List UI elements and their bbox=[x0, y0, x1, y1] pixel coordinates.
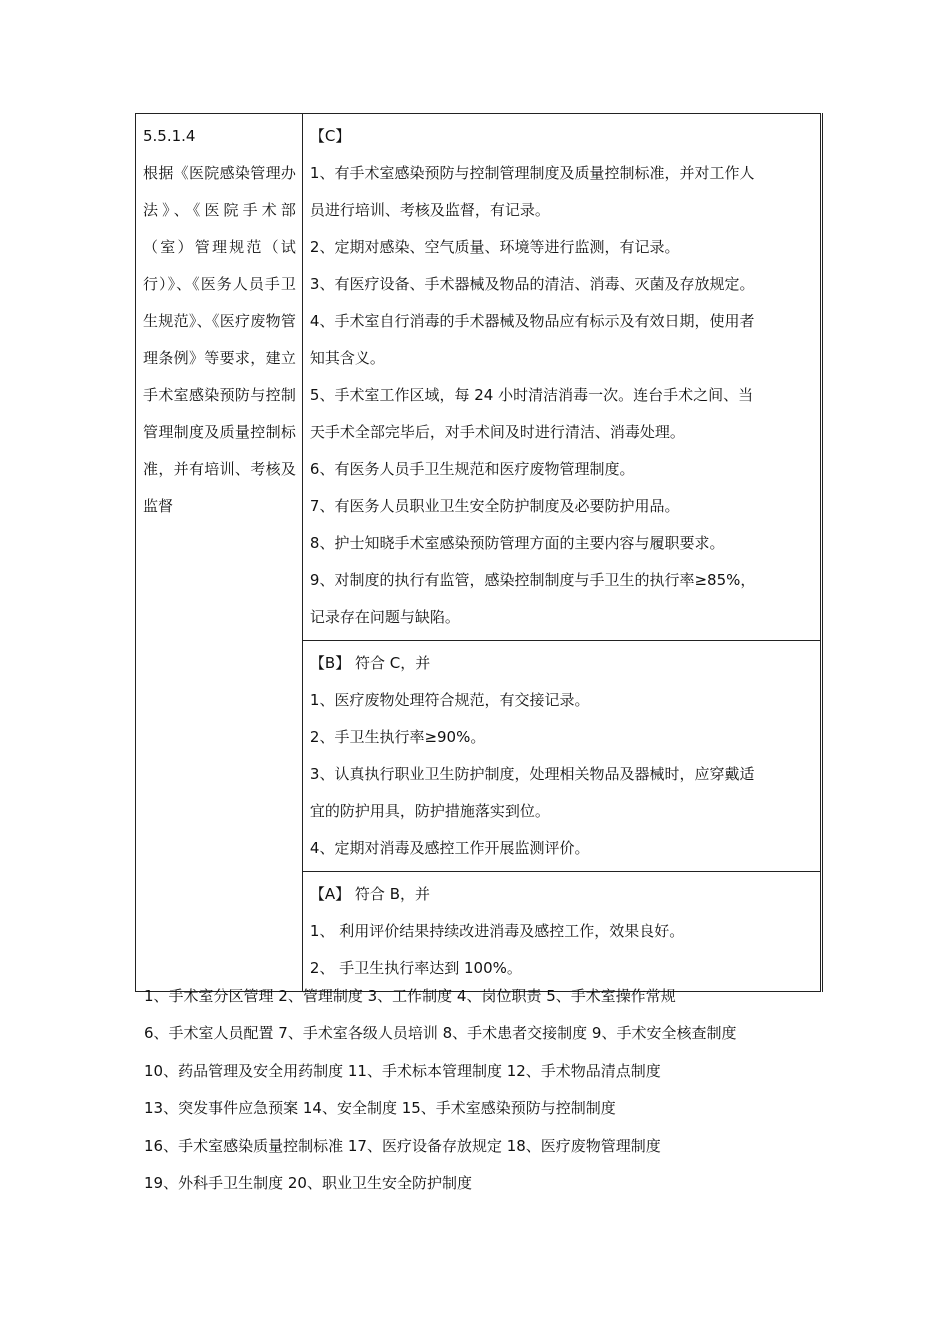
institution-list-line: 16、手术室感染质量控制标准 17、医疗设备存放规定 18、医疗废物管理制度 bbox=[144, 1136, 661, 1155]
grade-c-line: 3、有医疗设备、手术器械及物品的清洁、消毒、灭菌及存放规定。 bbox=[309, 275, 755, 293]
grade-c-line: 8、护士知晓手术室感染预防管理方面的主要内容与履职要求。 bbox=[309, 534, 725, 552]
grade-c-line: 2、定期对感染、空气质量、环境等进行监测，有记录。 bbox=[309, 238, 680, 256]
grade-c-line: 记录存在问题与缺陷。 bbox=[309, 608, 460, 626]
grade-c-line: 7、有医务人员职业卫生安全防护制度及必要防护用品。 bbox=[309, 497, 680, 515]
grade-c-row bbox=[136, 114, 822, 641]
grade-c-line: 知其含义。 bbox=[309, 349, 385, 367]
grade-c-line: 1、有手术室感染预防与控制管理制度及质量控制标准，并对工作人 bbox=[309, 164, 755, 182]
institution-list bbox=[144, 978, 824, 1202]
institution-list-line: 1、手术室分区管理 2、管理制度 3、工作制度 4、岗位职责 5、手术室操作常规 bbox=[144, 987, 676, 1005]
grade-a-line: 2、 手卫生执行率达到 100%。 bbox=[309, 959, 522, 977]
institution-list-line: 6、手术室人员配置 7、手术室各级人员培训 8、手术患者交接制度 9、手术安全核查制度 bbox=[144, 1024, 737, 1043]
grade-b-line: 4、定期对消毒及感控工作开展监测评价。 bbox=[309, 839, 590, 857]
standard-code: 5.5.1.4 bbox=[143, 127, 196, 145]
grade-c-line: 员进行培训、考核及监督，有记录。 bbox=[309, 201, 550, 219]
grade-c-heading: 【C】 bbox=[309, 127, 351, 145]
grade-b-cell bbox=[302, 641, 821, 872]
left-cell bbox=[136, 114, 303, 992]
grade-a-cell bbox=[302, 872, 821, 992]
grade-b-heading: 【B】 符合 C，并 bbox=[309, 654, 431, 672]
institution-list-line: 10、药品管理及安全用药制度 11、手术标本管理制度 12、手术物品清点制度 bbox=[144, 1061, 661, 1080]
grade-c-line: 6、有医务人员手卫生规范和医疗废物管理制度。 bbox=[309, 460, 635, 478]
grade-b-line: 3、认真执行职业卫生防护制度，处理相关物品及器械时，应穿戴适 bbox=[309, 765, 755, 783]
standard-description: 根据《医院感染管理办法》、《医院手术部（室）管理规范（试行）》、《医务人员手卫生规范》、《医疗废物管理条例》等要求，建立手术室感染预防与控制管理制度及质量控制标准，并有培训、考核及监督 bbox=[143, 164, 296, 515]
grade-a-heading: 【A】 符合 B，并 bbox=[309, 885, 430, 903]
institution-list-line: 13、突发事件应急预案 14、安全制度 15、手术室感染预防与控制制度 bbox=[144, 1099, 616, 1118]
grade-c-line: 4、手术室自行消毒的手术器械及物品应有标示及有效日期，使用者 bbox=[309, 312, 755, 330]
grade-c-line: 5、手术室工作区域，每 24 小时清洁消毒一次。连台手术之间、当 bbox=[309, 386, 754, 404]
grade-b-line: 2、手卫生执行率≥90%。 bbox=[309, 728, 486, 746]
institution-list-line: 19、外科手卫生制度 20、职业卫生安全防护制度 bbox=[144, 1174, 472, 1193]
grade-b-line: 1、医疗废物处理符合规范，有交接记录。 bbox=[309, 691, 590, 709]
grade-b-line: 宜的防护用具，防护措施落实到位。 bbox=[309, 802, 550, 820]
grade-c-line: 9、对制度的执行有监管，感染控制制度与手卫生的执行率≥85%， bbox=[309, 571, 756, 589]
grade-c-cell bbox=[302, 114, 821, 641]
grade-c-line: 天手术全部完毕后，对手术间及时进行清洁、消毒处理。 bbox=[309, 423, 685, 441]
standards-table bbox=[135, 113, 823, 992]
grade-a-line: 1、 利用评价结果持续改进消毒及感控工作，效果良好。 bbox=[309, 922, 685, 940]
